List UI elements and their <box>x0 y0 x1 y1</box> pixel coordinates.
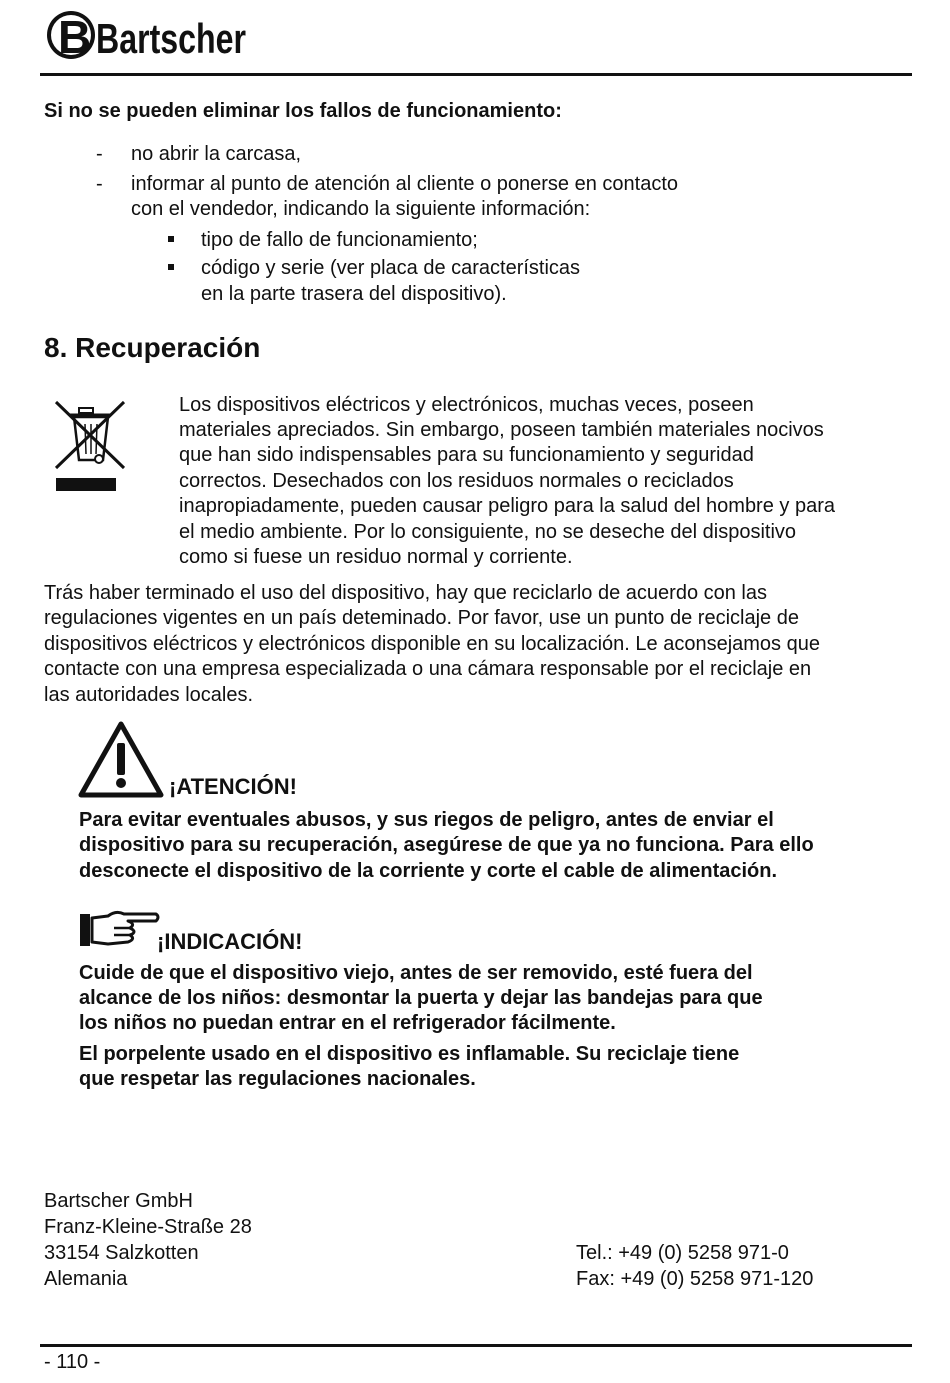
recycling-paragraph-line: contacte con una empresa especializada o una cámara responsable por el reciclaje en <box>44 658 812 680</box>
recycling-intro-line: como si fuese un residuo normal y corriente. <box>179 546 573 568</box>
square-bullet-icon <box>168 264 174 270</box>
svg-text:B: B <box>58 11 92 63</box>
recycling-paragraph-line: dispositivos eléctricos y electrónicos disponible en su localización. Le aconsejamos que <box>44 633 820 655</box>
fault-item-2-line-2: con el vendedor, indicando la siguiente información: <box>131 198 591 220</box>
indication-text-line: Cuide de que el dispositivo viejo, antes de ser removido, esté fuera del <box>79 962 753 984</box>
list-dash: - <box>96 143 103 165</box>
bartscher-logo <box>44 4 250 66</box>
indication-title: ¡INDICACIÓN! <box>157 929 303 954</box>
fault-subitem-2-line-1: código y serie (ver placa de características <box>201 257 581 279</box>
indication-text-line: alcance de los niños: desmontar la puerta y dejar las bandejas para que <box>79 987 763 1009</box>
company-fax: Fax: +49 (0) 5258 971-120 <box>576 1268 814 1290</box>
faults-heading: Si no se pueden eliminar los fallos de funcionamiento: <box>44 100 562 122</box>
company-phone: Tel.: +49 (0) 5258 971-0 <box>576 1242 789 1264</box>
crossed-out-wheelie-bin-icon <box>52 398 132 498</box>
recycling-intro-line: materiales apreciados. Sin embargo, poseen también materiales nocivos <box>179 419 824 441</box>
footer-rule <box>40 1344 912 1347</box>
fault-subitem-2-line-2: en la parte trasera del dispositivo). <box>201 283 507 305</box>
square-bullet-icon <box>168 236 174 242</box>
section-title: 8. Recuperación <box>44 332 261 363</box>
recycling-paragraph-line: regulaciones vigentes en un país deteminado. Por favor, use un punto de reciclaje de <box>44 607 799 629</box>
indication-text-line: los niños no puedan entrar en el refrigerador fácilmente. <box>79 1012 616 1034</box>
attention-text-line: Para evitar eventuales abusos, y sus riegos de peligro, antes de enviar el <box>79 809 774 831</box>
fault-item-2-line-1: informar al punto de atención al cliente o ponerse en contacto <box>131 173 679 195</box>
company-city: 33154 Salzkotten <box>44 1242 199 1264</box>
recycling-intro-line: correctos. Desechados con los residuos normales o reciclados <box>179 470 734 492</box>
list-dash: - <box>96 173 103 195</box>
indication-text-line: que respetar las regulaciones nacionales. <box>79 1068 476 1090</box>
company-street: Franz-Kleine-Straße 28 <box>44 1216 252 1238</box>
recycling-intro-line: que han sido indispensables para su funcionamiento y seguridad <box>179 444 754 466</box>
fault-subitem-1: tipo de fallo de funcionamiento; <box>201 229 478 251</box>
pointing-hand-icon <box>78 908 160 950</box>
recycling-intro-line: Los dispositivos eléctricos y electrónicos, muchas veces, poseen <box>179 394 754 416</box>
fault-item-1: no abrir la carcasa, <box>131 143 302 165</box>
indication-text-line: El porpelente usado en el dispositivo es inflamable. Su reciclaje tiene <box>79 1043 740 1065</box>
recycling-intro-line: el medio ambiente. Por lo consiguiente, no se deseche del dispositivo <box>179 521 797 543</box>
company-name: Bartscher GmbH <box>44 1190 193 1212</box>
warning-triangle-icon <box>78 721 164 799</box>
logo-wordmark: Bartscher <box>96 15 246 62</box>
company-country: Alemania <box>44 1268 128 1290</box>
recycling-paragraph-line: Trás haber terminado el uso del dispositivo, hay que reciclarlo de acuerdo con las <box>44 582 767 604</box>
attention-title: ¡ATENCIÓN! <box>169 774 297 799</box>
recycling-paragraph-line: las autoridades locales. <box>44 684 254 706</box>
page-number: - 110 - <box>44 1351 101 1373</box>
attention-text-line: dispositivo para su recuperación, asegúrese de que ya no funciona. Para ello <box>79 834 814 856</box>
attention-text-line: desconecte el dispositivo de la corriente y corte el cable de alimentación. <box>79 860 778 882</box>
recycling-intro-line: inapropiadamente, pueden causar peligro para la salud del hombre y para <box>179 495 835 517</box>
header-rule <box>40 73 912 76</box>
